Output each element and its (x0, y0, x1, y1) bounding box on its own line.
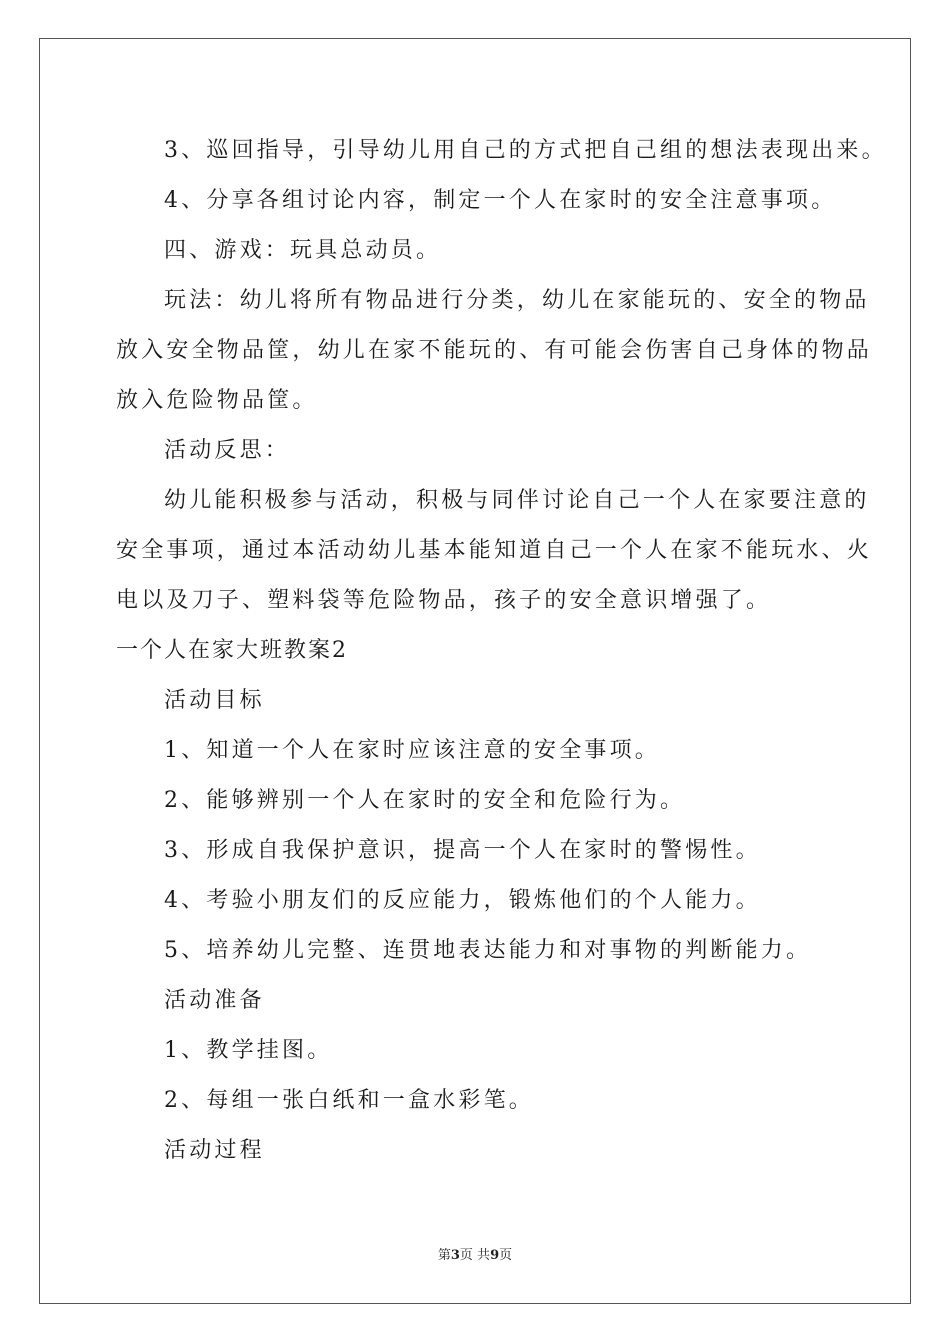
list-item: 4、考验小朋友们的反应能力，锻炼他们的个人能力。 (164, 888, 761, 913)
list-item: 3、形成自我保护意识，提高一个人在家时的警惕性。 (164, 838, 761, 863)
paragraph-line: 电以及刀子、塑料袋等危险物品，孩子的安全意识增强了。 (116, 588, 772, 613)
paragraph-line: 4、分享各组讨论内容，制定一个人在家时的安全注意事项。 (164, 188, 837, 213)
paragraph-line: 安全事项，通过本活动幼儿基本能知道自己一个人在家不能玩水、火 (116, 538, 873, 563)
section-heading: 四、游戏：玩具总动员。 (164, 238, 442, 263)
section-heading: 活动反思： (164, 438, 291, 463)
page-footer (0, 1244, 950, 1263)
footer-middle: 页 共 (459, 1248, 491, 1263)
section-heading: 活动目标 (164, 688, 265, 713)
total-page-number: 9 (490, 1248, 500, 1263)
footer-suffix: 页 (499, 1248, 513, 1263)
footer-prefix: 第 (437, 1248, 451, 1263)
paragraph-line: 幼儿能积极参与活动，积极与同伴讨论自己一个人在家要注意的 (164, 488, 870, 513)
section-heading: 活动准备 (164, 988, 265, 1013)
article-title: 一个人在家大班教案2 (116, 638, 348, 663)
paragraph-line: 放入安全物品筐，幼儿在家不能玩的、有可能会伤害自己身体的物品 (116, 338, 873, 363)
list-item: 5、培养幼儿完整、连贯地表达能力和对事物的判断能力。 (164, 938, 812, 963)
list-item: 2、能够辨别一个人在家时的安全和危险行为。 (164, 788, 686, 813)
section-heading: 活动过程 (164, 1138, 265, 1163)
paragraph-line: 3、巡回指导，引导幼儿用自己的方式把自己组的想法表现出来。 (164, 138, 887, 163)
list-item: 1、教学挂图。 (164, 1038, 333, 1063)
list-item: 1、知道一个人在家时应该注意的安全事项。 (164, 738, 660, 763)
paragraph-line: 玩法：幼儿将所有物品进行分类，幼儿在家能玩的、安全的物品 (164, 288, 870, 313)
paragraph-line: 放入危险物品筐。 (116, 388, 318, 413)
list-item: 2、每组一张白纸和一盒水彩笔。 (164, 1088, 534, 1113)
current-page-number: 3 (450, 1248, 460, 1263)
